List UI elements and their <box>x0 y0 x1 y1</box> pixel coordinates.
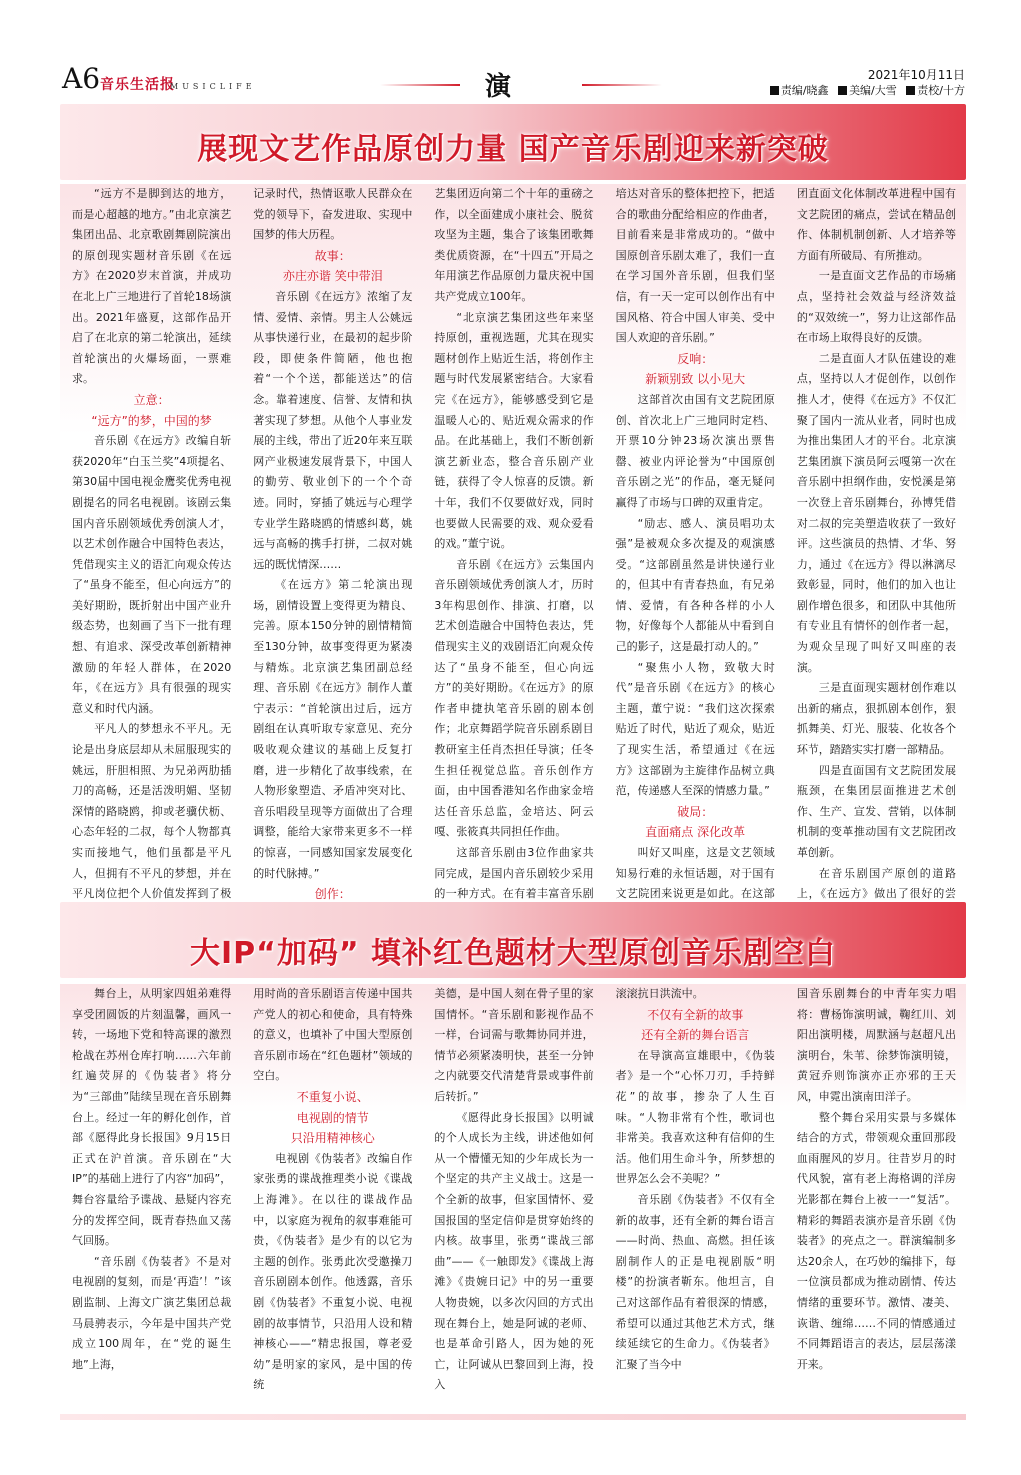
article-2-column <box>253 984 412 1414</box>
article-2-body <box>60 984 966 1414</box>
credit-editor: 责编/晓鑫 <box>780 84 829 97</box>
paragraph: 四是直面国有文艺院团发展瓶颈，在集团层面推进艺术创作、生产、宣发、营销，以体制机制的变革推动国有文艺院团改革创新。 <box>796 763 957 859</box>
masthead <box>0 0 1021 100</box>
subheading: 不仅有全新的故事 <box>647 1007 744 1022</box>
section-title: 演 <box>484 72 537 102</box>
page-number: A6 <box>62 62 101 95</box>
article-1-column <box>616 184 775 900</box>
paragraph: 音乐剧《在远方》浓缩了友情、爱情、亲情。男主人公姚远从事快递行业，在最初的起步阶段，即使条件简陋，他也抱着“一个个送，都能送达”的信念。靠着速度、信誉、友情和执著实现了梦想。从他个人事业发展的主线，带出了近20年来互联网产业极速发展背景下，中国人的勤劳、敬业创下的一个个奇迹。同时，穿插了姚远与心理学专业学生路晓鸥的情感纠葛，姚远与高畅的携手打拼，二叔对姚远的既忧情深…… <box>253 289 413 571</box>
bullet-square-icon <box>770 86 779 95</box>
paragraph: 一是直面文艺作品的市场痛点，坚持社会效益与经济效益的“双效统一”，努力让这部作品在市场上取得良好的反馈。 <box>796 269 957 345</box>
paragraph: 整个舞台采用实景与多媒体结合的方式，带领观众重回那段血雨腥风的岁月。往昔岁月的时代风貌，富有老上海格调的洋房光影都在舞台上被一一“复活”。精彩的舞蹈表演亦是音乐剧《伪装者》的亮点之一。群演编制多达20余人，在巧妙的编排下，每一位演员都成为推动剧情、传达情绪的重要环节。激情、凄美、诙谐、缠绵……不同的情感通过不同舞蹈语言的表达，层层荡漾开来。 <box>796 1110 957 1371</box>
paragraph: 《愿得此身长报国》以明诚的个人成长为主线，讲述他如何从一个懵懂无知的少年成长为一个坚定的共产主义战士。这是一个全新的故事，但家国情怀、爱国报国的坚定信仰是贯穿始终的内核。故事里，张勇“谍战三部曲”——《一触即发》《谍战上海滩》《贵婉日记》中的另一重要人物贵婉，以多次闪回的方式出现在舞台上，她是阿诚的老师、也是革命引路人，因为她的死亡，让阿诚从巴黎回到上海，投入 <box>434 1110 594 1392</box>
article-1-column <box>434 184 593 900</box>
credit-proof: 责校/十方 <box>917 84 965 97</box>
newspaper-name: 音乐生活报 <box>100 77 175 93</box>
paragraph: 培达对音乐的整体把控下，把适合的歌曲分配给相应的作曲者，目前看来是非常成功的。“做中国原创音乐剧太难了，我们一直在学习国外音乐剧，但我们坚信，有一天一定可以创作出有中国风格、符合中国人审美、受中国人欢迎的音乐剧。” <box>615 187 775 345</box>
article-1-body <box>60 184 966 900</box>
paragraph: 这部首次由国有文艺院团原创、首次北上广三地同时定档、开票10分钟23场次演出票售罄、被业内评论誉为“中国原创音乐剧之光”的作品，毫无疑问赢得了市场与口碑的双重肯定。 <box>615 392 775 509</box>
paragraph: 平凡人的梦想永不平凡。无论是出身底层却从未屈服现实的姚远，肝胆相照、为兄弟两肋插刀的高畅，还是活泼明媚、坚韧深情的路晓鸥，抑或老骥伏枥、心态年轻的二叔，每个人物都真实而接地气，他们虽都是平凡人，但拥有不平凡的梦想，并在平凡岗位把个人价值发挥到了极 <box>72 722 232 900</box>
article-1-headline: 展现文艺作品原创力量 国产音乐剧迎来新突破 <box>197 132 829 167</box>
paragraph: 音乐剧《伪装者》不仅有全新的故事，还有全新的舞台语言——时尚、热血、高燃。担任该剧制作人的正是电视剧版“明楼”的扮演者靳东。他坦言，自己对这部作品有着很深的情感，希望可以通过其他艺术方式，继续延续它的生命力。《伪装者》汇聚了当今中 <box>615 1192 775 1371</box>
footer-band <box>60 1414 966 1420</box>
paragraph: 三是直面现实题材创作难以出新的痛点，狠抓剧本创作，狠抓舞美、灯光、服装、化妆各个环节，踏踏实实打磨一部精品。 <box>796 681 957 757</box>
paragraph: 音乐剧《在远方》改编自斩获2020年“白玉兰奖”4项提名、第30届中国电视金鹰奖优秀电视剧提名的同名电视剧。该剧云集国内音乐剧领域优秀创演人才，以艺术创作融合中国特色表达，凭借现实主义的语汇向观众传达了“虽身不能至，但心向远方”的美好期盼，既折射出中国产业升级态势，也刻画了当下一批有理想、有追求、深受改革创新精神激励的年轻人群体，在2020年，《在远方》具有很强的现实意义和时代内涵。 <box>72 434 232 715</box>
paragraph: 国音乐剧舞台的中青年实力唱将：曹杨饰演明诚，鞠红川、刘阳出演明楼，周默涵与赵超凡出演明台，朱苇、徐梦饰演明镜，黄冠乔则饰演亦正亦邪的王天风，申霓出演南田洋子。 <box>796 987 957 1103</box>
paragraph: 舞台上，从明家四姐弟难得享受团圆饭的片刻温馨，画风一转，一场地下党和特高课的激烈枪战在苏州仓库打响……六年前红遍荧屏的《伪装者》将分为“三部曲”陆续呈现在音乐剧舞台上。经过一年的孵化创作，首部《愿得此身长报国》9月15日正式在沪首演。音乐剧在“大IP”的基础上进行了内容“加码”，舞台容量给予谍战、悬疑内容充分的发挥空间，既青春热血又荡气回肠。 <box>72 987 232 1248</box>
paragraph: 音乐剧《在远方》云集国内音乐剧领域优秀创演人才，历时3年构思创作、排演、打磨，以艺术创造融合中国特色表达，凭借现实主义的戏剧语汇向观众传达了“虽身不能至，但心向远方”的美好期盼。《在远方》的原作者申捷执笔音乐剧的剧本创作；北京舞蹈学院音乐剧系剧目教研室主任肖杰担任导演；任冬生担任视觉总监。音乐创作方面，由中国香港知名作曲家金培达任音乐总监，金培达、阿云嘎、张筱真共同担任作曲。 <box>434 557 594 839</box>
subheading: 创作： <box>314 887 351 900</box>
subheading: 亦庄亦谐 笑中带泪 <box>282 269 383 284</box>
subheading: 不重复小说、 <box>296 1089 369 1104</box>
subheading: 新颖别致 以小见大 <box>645 372 746 387</box>
paragraph: “北京演艺集团这些年来坚持原创，重视选题，尤其在现实题材创作上贴近生活，将创作主题与时代发展紧密结合。大家看完《在远方》，能够感受到它是温暖人心的、贴近观众需求的作品。在此基础上，我们不断创新演艺新业态，整合音乐剧产业链，获得了令人惊喜的反馈。新十年，我们不仅要做好戏，同时也要做人民需要的戏、观众爱看的戏。”董宁说。 <box>434 310 594 551</box>
paragraph: “聚焦小人物，致敬大时代”是音乐剧《在远方》的核心主题，董宁说：“我们这次探索贴近了时代，贴近了观众，贴近了现实生活，希望通过《在远方》这部剧为主旋律作品树立典范，传递感人至深的情感力量。” <box>615 660 775 798</box>
article-2-column <box>434 984 593 1414</box>
issue-date: 2021年10月11日 <box>867 68 965 82</box>
paragraph: “励志、感人、演员唱功太强”是被观众多次提及的观演感受。“这部剧虽然是讲快递行业的，但其中有青春热血，有兄弟情、爱情，有各种各样的小人物，好像每个人都能从中看到自己的影子，这是最打动人的。” <box>615 516 775 654</box>
article-2-column <box>72 984 231 1414</box>
subheading: 反响： <box>677 351 714 366</box>
header-rule-right <box>582 84 662 86</box>
paragraph: 艺集团迈向第二个十年的重磅之作，以全面建成小康社会、脱贫攻坚为主题，集合了该集团歌舞类优质资源，在“十四五”开局之年用演艺作品原创力量庆祝中国共产党成立100年。 <box>434 187 594 303</box>
paragraph: 美德，是中国人刻在骨子里的家国情怀。“音乐剧和影视作品不一样，台词需与歌舞协同并进，情节必须紧凑明快，甚至一分钟之内就要交代清楚背景或事件前后转折。” <box>434 987 594 1103</box>
bullet-square-icon <box>838 86 847 95</box>
paragraph: 叫好又叫座，这是文艺领域知易行难的永恒话题，对于国有文艺院团来说更是如此。在这部 <box>615 846 775 900</box>
paragraph: 滚滚抗日洪流中。 <box>615 987 704 1000</box>
article-1-column <box>797 184 956 900</box>
paragraph: 《在远方》第二轮演出现场，剧情设置上变得更为精良、完善。原本150分钟的剧情精简至130分钟，故事变得更为紧凑与精炼。北京演艺集团副总经理、音乐剧《在远方》制作人董宁表示：“首轮演出过后，远方剧组在认真听取专家意见、充分吸收观众建议的基础上反复打磨，进一步精化了故事线索，在人物形象塑造、矛盾冲突对比、音乐唱段呈现等方面做出了合理调整，能给大家带来更多不一样的惊喜，一同感知国家发展变化的时代脉搏。” <box>253 578 413 880</box>
article-2-column <box>616 984 775 1414</box>
subheading: 还有全新的舞台语言 <box>641 1028 750 1043</box>
article-1-column <box>72 184 231 900</box>
paragraph: 在音乐剧国产原创的道路上，《在远方》做出了很好的尝 <box>796 866 957 900</box>
subheading: 故事： <box>314 248 351 263</box>
paragraph: 这部音乐剧由3位作曲家共同完成，是国内音乐剧较少采用的一种方式。在有着丰富音乐剧 <box>434 846 594 900</box>
paragraph: 团直面文化体制改革进程中国有文艺院团的痛点，尝试在精品创作、体制机制创新、人才培养等方面有所破局、有所推动。 <box>796 187 957 262</box>
paragraph: “远方不是脚到达的地方，而是心超越的地方。”由北京演艺集团出品、北京歌剧舞剧院演出的原创现实题材音乐剧《在远方》在2020岁末首演，并成功在北上广三地进行了首轮18场演出。2021年盛夏，这部作品开启了在北京的第二轮演出，延续首轮演出的火爆场面，一票难求。 <box>72 187 232 386</box>
paragraph: “音乐剧《伪装者》不是对电视剧的复刻，而是‘再造’！”该剧监制、上海文广演艺集团总裁马晨骋表示，今年是中国共产党成立100周年，在“党的诞生地”上海， <box>72 1254 232 1371</box>
paragraph: 在导演高宣雄眼中，《伪装者》是一个“心怀刀刃，手持鲜花”的故事，掺杂了人生百味。“人物非常有个性，歌词也非常美。我喜欢这种有信仰的生活。他们用生命斗争，所梦想的世界怎么会不美呢？” <box>615 1048 775 1186</box>
subheading: 只沿用精神核心 <box>290 1131 375 1146</box>
paragraph: 用时尚的音乐剧语言传递中国共产党人的初心和使命，具有特殊的意义，也填补了中国大型原创音乐剧市场在“红色题材”领域的空白。 <box>253 987 413 1083</box>
credit-art: 美编/大雪 <box>849 84 897 97</box>
paragraph: 二是直面人才队伍建设的难点，坚持以人才促创作，以创作推人才，使得《在远方》不仅汇聚了国内一流从业者，同时也成为推出集团人才的平台。北京演艺集团旗下演员阿云嘎第一次在音乐剧中担纲作曲，安悦溪是第一次登上音乐剧舞台，孙博凭借对二叔的完美塑造收获了一致好评。这些演员的热情、才华、努力，通过《在远方》得以淋漓尽致彰显，同时，他们的加入也让剧作增色很多，和团队中其他所有专业且有情怀的创作者一起，为观众呈现了叫好又叫座的表演。 <box>796 351 957 674</box>
article-1-column <box>253 184 412 900</box>
subheading: 破局： <box>677 804 714 819</box>
subheading: 直面痛点 深化改革 <box>645 825 746 840</box>
article-2-column <box>797 984 956 1414</box>
paragraph: 记录时代，热情讴歌人民群众在党的领导下，奋发进取、实现中国梦的伟大历程。 <box>253 187 413 242</box>
subheading: 立意： <box>133 392 170 407</box>
editor-credits <box>764 82 965 98</box>
bullet-square-icon <box>906 86 915 95</box>
newspaper-name-en: MUSICLIFE <box>170 82 256 91</box>
subheading: “远方”的梦，中国的梦 <box>91 413 212 428</box>
paragraph: 电视剧《伪装者》改编自作家张勇的谍战推理类小说《谍战上海滩》。在以往的谍战作品中，以家庭为视角的叙事难能可贵，《伪装者》是少有的以它为主题的创作。张勇此次受邀操刀音乐剧剧本创作。他透露，音乐剧《伪装者》不重复小说、电视剧的故事情节，只沿用人设和精神核心——“精忠报国，尊老爱幼”是明家的家风，是中国的传统 <box>253 1151 413 1392</box>
subheading: 电视剧的情节 <box>296 1110 369 1125</box>
article-2-headline: 大IP“加码” 填补红色题材大型原创音乐剧空白 <box>189 936 837 971</box>
